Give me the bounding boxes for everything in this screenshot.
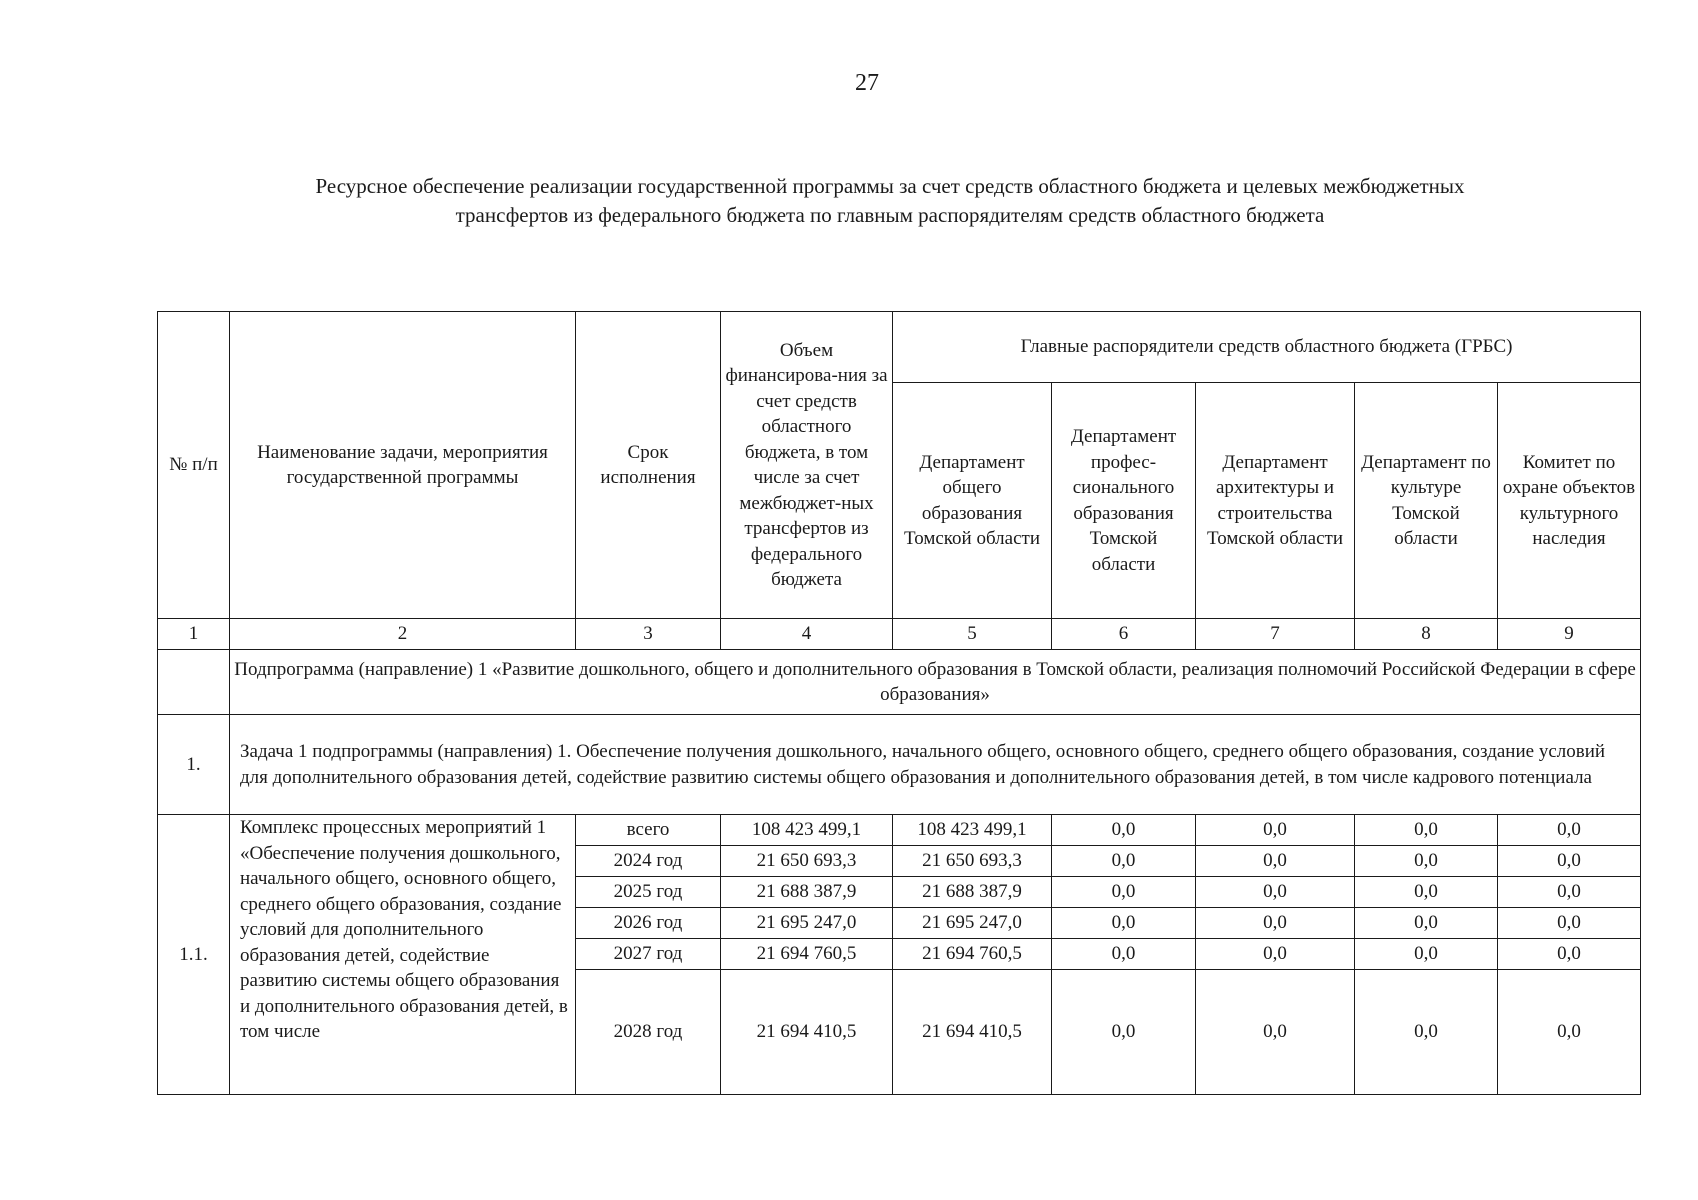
- column-number: 4: [721, 619, 893, 650]
- header-grbs-3: Департамент архитектуры и строительства Томской области: [1196, 383, 1355, 619]
- grbs-4-cell: 0,0: [1355, 877, 1498, 908]
- grbs-3-cell: 0,0: [1196, 846, 1355, 877]
- column-number: 8: [1355, 619, 1498, 650]
- total-cell: 21 694 410,5: [721, 970, 893, 1095]
- grbs-5-cell: 0,0: [1498, 877, 1641, 908]
- subprogram-title: Подпрограмма (направление) 1 «Развитие дошкольного, общего и дополнительного образования в Томской области, реализация полномочий Российской Федерации в сфере образования»: [230, 650, 1641, 715]
- document-title-line-2: трансфертов из федерального бюджета по главным распорядителям средств областного бюджета: [455, 203, 1325, 227]
- total-cell: 21 695 247,0: [721, 908, 893, 939]
- header-grbs-4: Департамент по культуре Томской области: [1355, 383, 1498, 619]
- grbs-1-cell: 108 423 499,1: [893, 815, 1052, 846]
- document-title-line-1: Ресурсное обеспечение реализации государственной программы за счет средств областного бюджета и целевых межбюджетных: [315, 174, 1465, 198]
- grbs-2-cell: 0,0: [1052, 939, 1196, 970]
- grbs-2-cell: 0,0: [1052, 908, 1196, 939]
- column-number: 9: [1498, 619, 1641, 650]
- grbs-1-cell: 21 650 693,3: [893, 846, 1052, 877]
- grbs-2-cell: 0,0: [1052, 815, 1196, 846]
- column-number: 3: [576, 619, 721, 650]
- grbs-2-cell: 0,0: [1052, 877, 1196, 908]
- column-number: 6: [1052, 619, 1196, 650]
- grbs-5-cell: 0,0: [1498, 846, 1641, 877]
- term-cell: 2027 год: [576, 939, 721, 970]
- measure-num: 1.1.: [158, 815, 230, 1095]
- task-text: Задача 1 подпрограммы (направления) 1. Обеспечение получения дошкольного, начального общего, основного общего, среднего общего образования, создание условий для дополнительного образования детей, содействие развитию системы общего образования и дополнительного образования детей, в том числе кадрового потенциала: [230, 715, 1641, 815]
- term-cell: 2028 год: [576, 970, 721, 1095]
- column-number: 7: [1196, 619, 1355, 650]
- term-cell: всего: [576, 815, 721, 846]
- grbs-4-cell: 0,0: [1355, 815, 1498, 846]
- header-grbs-2: Департамент профес-сионального образования Томской области: [1052, 383, 1196, 619]
- grbs-2-cell: 0,0: [1052, 970, 1196, 1095]
- total-cell: 21 650 693,3: [721, 846, 893, 877]
- header-term: Срок исполнения: [576, 312, 721, 619]
- total-cell: 21 688 387,9: [721, 877, 893, 908]
- grbs-3-cell: 0,0: [1196, 939, 1355, 970]
- term-cell: 2025 год: [576, 877, 721, 908]
- header-name: Наименование задачи, мероприятия государственной программы: [230, 312, 576, 619]
- document-title: [160, 172, 1620, 230]
- term-cell: 2026 год: [576, 908, 721, 939]
- column-number: 2: [230, 619, 576, 650]
- measure-name: Комплекс процессных мероприятий 1 «Обеспечение получения дошкольного, начального общего, основного общего, среднего общего образования, создание условий для дополнительного образования детей, содействие развитию системы общего образования и дополнительного образования детей, в том числе: [230, 815, 576, 1095]
- header-grbs-1: Департамент общего образования Томской области: [893, 383, 1052, 619]
- header-volume: Объем финансирова-ния за счет средств областного бюджета, в том числе за счет межбюджет-ных трансфертов из федерального бюджета: [721, 312, 893, 619]
- grbs-2-cell: 0,0: [1052, 846, 1196, 877]
- column-numbers-row: [158, 619, 1641, 650]
- grbs-1-cell: 21 688 387,9: [893, 877, 1052, 908]
- grbs-4-cell: 0,0: [1355, 970, 1498, 1095]
- grbs-1-cell: 21 694 410,5: [893, 970, 1052, 1095]
- subprogram-num: [158, 650, 230, 715]
- grbs-3-cell: 0,0: [1196, 908, 1355, 939]
- grbs-5-cell: 0,0: [1498, 908, 1641, 939]
- column-number: 1: [158, 619, 230, 650]
- grbs-3-cell: 0,0: [1196, 970, 1355, 1095]
- grbs-4-cell: 0,0: [1355, 908, 1498, 939]
- header-grbs-group: Главные распорядители средств областного бюджета (ГРБС): [893, 312, 1641, 383]
- header-grbs-5: Комитет по охране объектов культурного наследия: [1498, 383, 1641, 619]
- grbs-1-cell: 21 694 760,5: [893, 939, 1052, 970]
- grbs-4-cell: 0,0: [1355, 846, 1498, 877]
- table-row: [158, 815, 1641, 846]
- grbs-3-cell: 0,0: [1196, 877, 1355, 908]
- subprogram-row: [158, 650, 1641, 715]
- term-cell: 2024 год: [576, 846, 721, 877]
- grbs-5-cell: 0,0: [1498, 939, 1641, 970]
- task-num: 1.: [158, 715, 230, 815]
- resource-table: [157, 311, 1641, 1095]
- total-cell: 108 423 499,1: [721, 815, 893, 846]
- column-number: 5: [893, 619, 1052, 650]
- grbs-5-cell: 0,0: [1498, 815, 1641, 846]
- grbs-4-cell: 0,0: [1355, 939, 1498, 970]
- page-number: 27: [855, 70, 879, 96]
- grbs-1-cell: 21 695 247,0: [893, 908, 1052, 939]
- total-cell: 21 694 760,5: [721, 939, 893, 970]
- grbs-3-cell: 0,0: [1196, 815, 1355, 846]
- grbs-5-cell: 0,0: [1498, 970, 1641, 1095]
- header-num: № п/п: [158, 312, 230, 619]
- task-row: [158, 715, 1641, 815]
- header-row-top: [158, 312, 1641, 383]
